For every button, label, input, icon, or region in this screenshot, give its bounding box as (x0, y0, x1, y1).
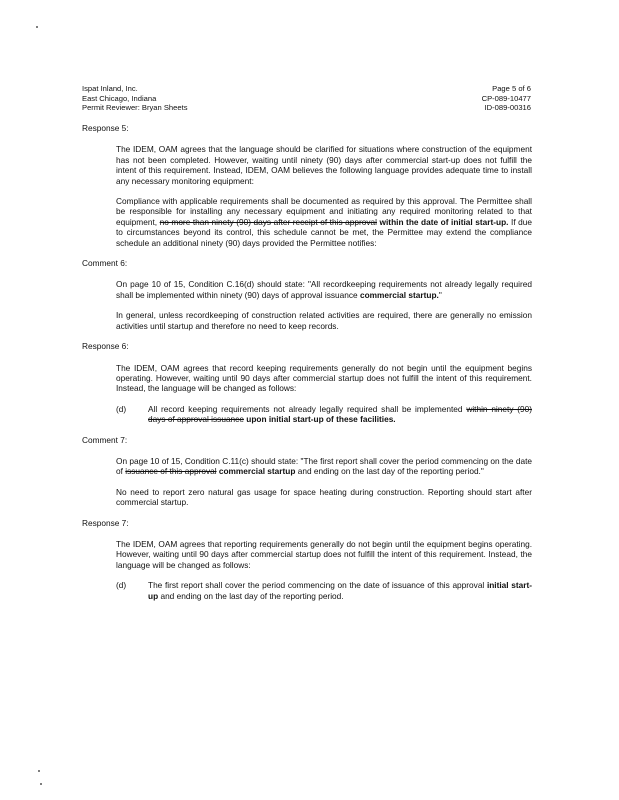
comment7-para1-bold: commercial startup (218, 466, 296, 477)
response7-list-item (116, 580, 532, 601)
comment6-para1 (116, 279, 532, 300)
header-right (331, 84, 531, 113)
response6-item-text-a: All record keeping requirements not already legally required shall be implemented (148, 403, 463, 414)
response7-label: Response 7: (82, 517, 129, 528)
comment6-para1-bold: commercial startup. (359, 289, 439, 300)
comment6-para2: In general, unless recordkeeping of construction related activities are required, there are generally no emission activities until startup and therefore no need to keep records. (116, 310, 532, 331)
response5-para2 (116, 196, 532, 248)
response6-para1: The IDEM, OAM agrees that record keeping requirements generally do not begin until the equipment begins operating. However, waiting until 90 days after commercial startup does not fulfill the intent of this requirement. Instead, the language will be changed as follows: (116, 362, 532, 394)
scan-speck (38, 770, 40, 772)
response6-list-item (116, 404, 532, 425)
response6-label: Response 6: (82, 341, 129, 352)
response6-item-bold: upon initial start-up of these facilities. (246, 414, 396, 425)
comment7-para1-text-a: On page 10 of 15, Condition C.11(c) should state: "The first report shall cover the period commencing on the date of (116, 455, 532, 477)
response7-item-bold: initial start-up (148, 580, 532, 601)
header-left (82, 84, 342, 113)
response5-para2-text-a: Compliance with applicable requirements shall be documented as required by this approval. The Permittee shall be responsible for installing any necessary equipment and initiating any required monitoring related to that equipment, (116, 196, 532, 227)
response5-para2-bold: within the date of initial start-up. (379, 216, 509, 227)
comment7-label: Comment 7: (82, 434, 128, 445)
comment7-para1-strike: issuance of this approval (125, 466, 217, 477)
scan-speck (36, 26, 38, 28)
comment6-para1-end: " (438, 289, 442, 300)
response7-item-text (148, 580, 532, 601)
response7-item-marker: (d) (116, 580, 127, 591)
comment6-label: Comment 6: (82, 258, 128, 269)
scan-speck (40, 783, 42, 785)
comment7-para1 (116, 456, 532, 477)
response6-item-strike: within ninety (90) days of approval issuance (148, 403, 532, 425)
plant-id: ID-089-00316 (484, 103, 531, 113)
response5-para1: The IDEM, OAM agrees that the language should be clarified for situations where construction of the equipment has not been completed. However, waiting until ninety (90) days after commercial start-up does not fulfill the intent of this requirement. Instead, IDEM, OAM believes the following language provides adequate time to install any necessary monitoring equipment: (116, 144, 532, 186)
response5-label: Response 5: (82, 123, 129, 133)
company-name: Ispat Inland, Inc. (82, 84, 138, 93)
company-location: East Chicago, Indiana (82, 93, 157, 103)
response7-item-text-a: The first report shall cover the period commencing on the date of issuance of this approval (148, 580, 485, 591)
page-number: Page 5 of 6 (492, 84, 531, 93)
response6-item-text (148, 404, 532, 425)
response6-item-marker: (d) (116, 403, 127, 414)
permit-number: CP-089-10477 (481, 93, 531, 103)
document-body (82, 123, 532, 611)
comment7-para1-text-b: and ending on the last day of the reporting period." (297, 466, 484, 477)
comment7-para2: No need to report zero natural gas usage for space heating during construction. Reporting should start after commercial startup. (116, 486, 532, 508)
comment6-para1-text: On page 10 of 15, Condition C.16(d) should state: "All recordkeeping requirements not already legally required shall be implemented within ninety (90) days of approval issuance (116, 279, 532, 300)
response7-para1: The IDEM, OAM agrees that reporting requirements generally do not begin until the equipment begins operating. However, waiting until 90 days after commercial startup does not fulfill the intent of this requirement. Instead, the language will be changed as follows: (116, 538, 532, 570)
response5-para2-strike: no more than ninety (90) days after receipt of this approval (159, 216, 377, 227)
response7-item-text-b: and ending on the last day of the reporting period. (160, 590, 344, 601)
response5-para2-text-b: If due to circumstances beyond its control, this schedule cannot be met, the Permittee may extend the compliance schedule an additional ninety (90) days provided the Permittee notifies: (116, 216, 533, 248)
permit-reviewer: Permit Reviewer: Bryan Sheets (82, 103, 188, 113)
